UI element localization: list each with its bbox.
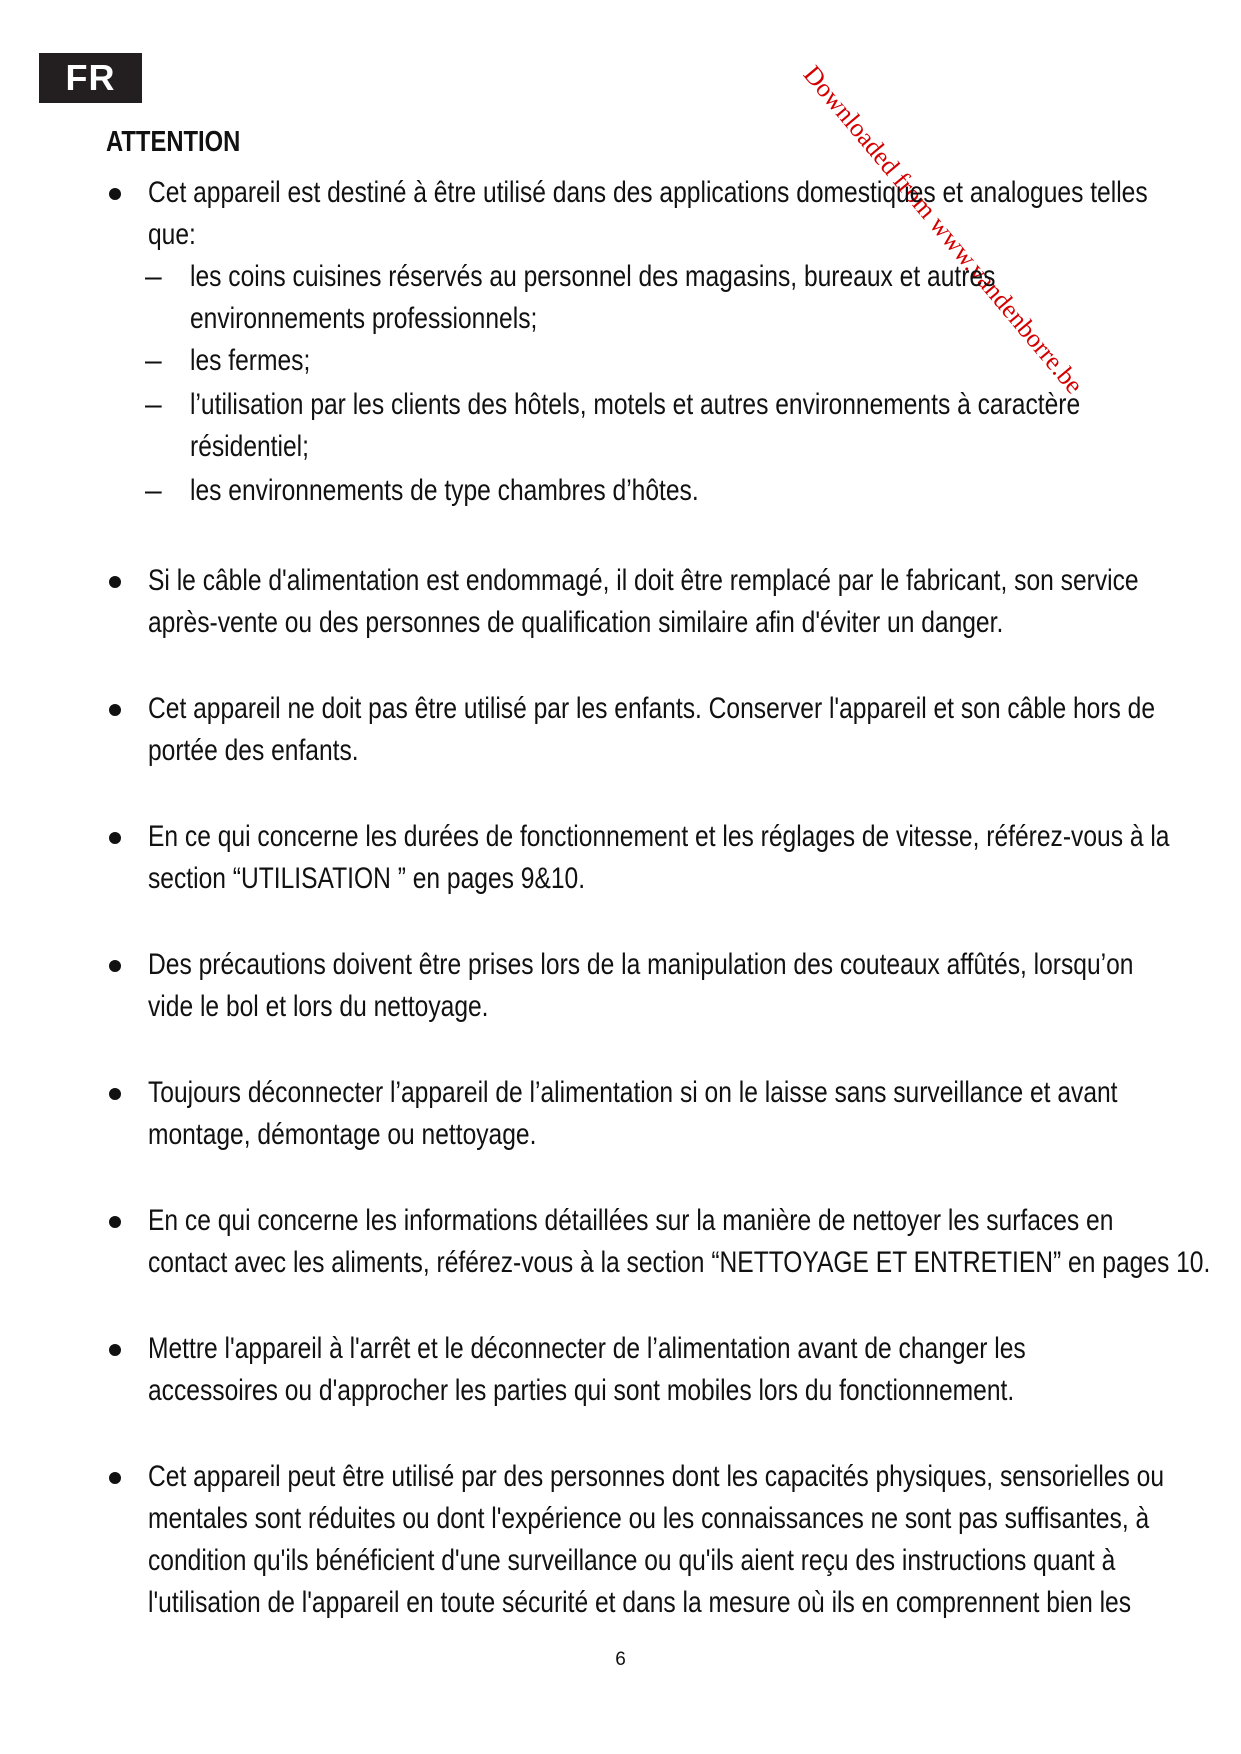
text-line: Cet appareil peut être utilisé par des personnes dont les capacités physiques, sensorielles ou	[148, 1460, 1165, 1493]
text-line: les fermes;	[190, 344, 311, 377]
dash-icon: –	[145, 388, 162, 421]
list-item-text	[148, 1072, 1118, 1156]
bullet-icon	[109, 576, 121, 588]
watermark: Downloaded from www.vandenborre.be	[797, 60, 1090, 400]
text-line: contact avec les aliments, référez-vous à la section “NETTOYAGE ET ENTRETIEN” en pages 10.	[148, 1246, 1211, 1279]
text-line: section “UTILISATION ” en pages 9&10.	[148, 862, 586, 895]
bullet-icon	[109, 188, 121, 200]
list-item-text	[148, 1200, 1211, 1284]
dash-icon: –	[145, 474, 162, 507]
text-line: condition qu'ils bénéficient d'une surveillance ou qu'ils aient reçu des instructions quant à	[148, 1544, 1116, 1577]
bullet-icon	[109, 1216, 121, 1228]
list-item-text	[148, 1456, 1165, 1624]
text-line: Des précautions doivent être prises lors de la manipulation des couteaux affûtés, lorsqu’on	[148, 948, 1134, 981]
text-line: mentales sont réduites ou dont l'expérience ou les connaissances ne sont pas suffisantes, à	[148, 1502, 1150, 1535]
text-line: les coins cuisines réservés au personnel des magasins, bureaux et autres	[190, 260, 996, 293]
bullet-icon	[109, 1088, 121, 1100]
text-line: les environnements de type chambres d’hôtes.	[190, 474, 699, 507]
sub-list-item-text	[190, 256, 995, 340]
text-line: portée des enfants.	[148, 734, 359, 767]
dash-icon: –	[145, 260, 162, 293]
list-item-text	[148, 560, 1139, 644]
section-heading: ATTENTION	[106, 126, 241, 158]
text-line: Cet appareil ne doit pas être utilisé par les enfants. Conserver l'appareil et son câble hors de	[148, 692, 1156, 725]
text-line: Si le câble d'alimentation est endommagé, il doit être remplacé par le fabricant, son service	[148, 564, 1139, 597]
sub-list-item-text	[190, 470, 699, 512]
text-line: l'utilisation de l'appareil en toute sécurité et dans la mesure où ils en comprennent bien les	[148, 1586, 1132, 1619]
text-line: accessoires ou d'approcher les parties qui sont mobiles lors du fonctionnement.	[148, 1374, 1015, 1407]
text-line: résidentiel;	[190, 430, 309, 463]
text-line: après-vente ou des personnes de qualification similaire afin d'éviter un danger.	[148, 606, 1004, 639]
list-item-text	[148, 816, 1170, 900]
bullet-icon	[109, 704, 121, 716]
text-line: En ce qui concerne les informations détaillées sur la manière de nettoyer les surfaces en	[148, 1204, 1114, 1237]
bullet-icon	[109, 960, 121, 972]
list-item-text	[148, 1328, 1026, 1412]
text-line: environnements professionnels;	[190, 302, 538, 335]
text-line: En ce qui concerne les durées de fonctionnement et les réglages de vitesse, référez-vous à la	[148, 820, 1170, 853]
list-item-text	[148, 944, 1134, 1028]
page-number: 6	[615, 1649, 626, 1670]
language-badge: FR	[39, 53, 142, 103]
text-line: l’utilisation par les clients des hôtels, motels et autres environnements à caractère	[190, 388, 1081, 421]
text-line: Cet appareil est destiné à être utilisé dans des applications domestiques et analogues telles	[148, 176, 1148, 209]
dash-icon: –	[145, 344, 162, 377]
text-line: Toujours déconnecter l’appareil de l’alimentation si on le laisse sans surveillance et avant	[148, 1076, 1118, 1109]
bullet-icon	[109, 1344, 121, 1356]
sub-list-item-text	[190, 340, 310, 382]
text-line: que:	[148, 218, 196, 251]
list-item-text	[148, 688, 1156, 772]
text-line: vide le bol et lors du nettoyage.	[148, 990, 489, 1023]
text-line: Mettre l'appareil à l'arrêt et le déconnecter de l’alimentation avant de changer les	[148, 1332, 1026, 1365]
list-item-text	[148, 172, 1148, 256]
bullet-icon	[109, 832, 121, 844]
text-line: montage, démontage ou nettoyage.	[148, 1118, 537, 1151]
bullet-icon	[109, 1472, 121, 1484]
sub-list-item-text	[190, 384, 1080, 468]
